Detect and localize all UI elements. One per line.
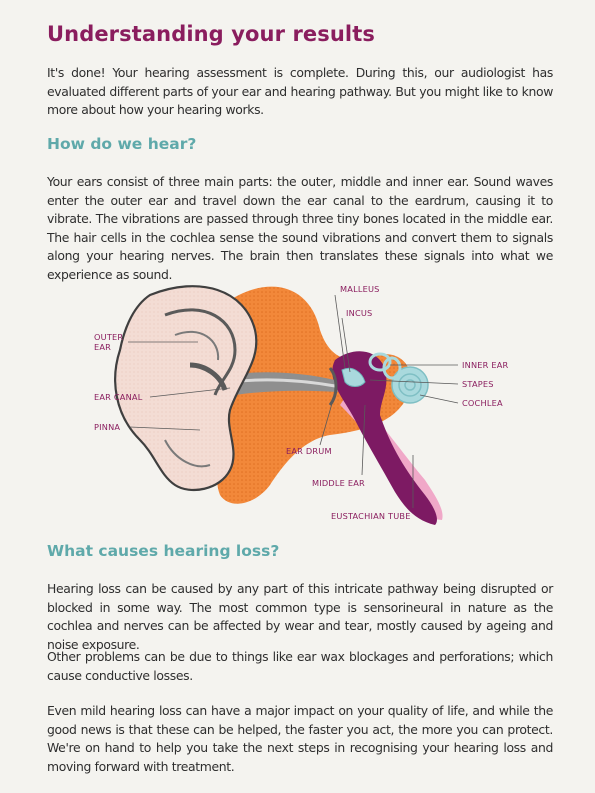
label-outer-ear	[94, 332, 123, 352]
hearing-loss-paragraph-2: Other problems can be due to things like ear wax blockages and perforations; which cause conductive losses.	[47, 649, 553, 683]
label-pinna: PINNA	[94, 422, 121, 432]
label-ear-drum: EAR DRUM	[286, 446, 332, 456]
hearing-loss-paragraph-1: Hearing loss can be caused by any part of this intricate pathway being disrupted or blocked in some way. The most common type is sensorineural in nature as the cochlea and nerves can be affected by wear and tear, mostly caused by ageing and noise exposure.	[47, 581, 553, 652]
hearing-loss-paragraph-3: Even mild hearing loss can have a major impact on your quality of life, and while the good news is that these can be helped, the faster you act, the more you can protect. We're on hand to help you take the next steps in recognising your hearing loss and moving forward with treatment.	[47, 703, 553, 774]
label-eustachian-tube: EUSTACHIAN TUBE	[331, 511, 411, 521]
label-stapes: STAPES	[462, 379, 494, 389]
page-title: Understanding your results	[47, 22, 375, 46]
label-ear-canal: EAR CANAL	[94, 392, 143, 402]
label-middle-ear: MIDDLE EAR	[312, 478, 365, 488]
how-we-hear-paragraph: Your ears consist of three main parts: the outer, middle and inner ear. Sound waves enter the outer ear and travel down the ear canal to the eardrum, causing it to vibrate. The vibrations are passed through three tiny bones located in the middle ear. The hair cells in the cochlea sense the sound vibrations and convert them to signals along your hearing nerves. The brain then translates these signals into what we experience as sound.	[47, 174, 553, 282]
label-cochlea: COCHLEA	[462, 398, 503, 408]
section-heading-how-we-hear: How do we hear?	[47, 135, 197, 153]
intro-paragraph: It's done! Your hearing assessment is complete. During this, our audiologist has evaluated different parts of your ear and hearing pathway. But you might like to know more about how your hearing works.	[47, 65, 553, 118]
label-outer-ear-line1: OUTER	[94, 332, 124, 342]
label-incus: INCUS	[346, 308, 373, 318]
ear-anatomy-diagram	[80, 270, 540, 530]
label-inner-ear: INNER EAR	[462, 360, 509, 370]
section-heading-hearing-loss: What causes hearing loss?	[47, 542, 280, 560]
cochlea-shape	[392, 367, 428, 403]
label-malleus: MALLEUS	[340, 284, 380, 294]
label-outer-ear-line2: EAR	[94, 342, 112, 352]
